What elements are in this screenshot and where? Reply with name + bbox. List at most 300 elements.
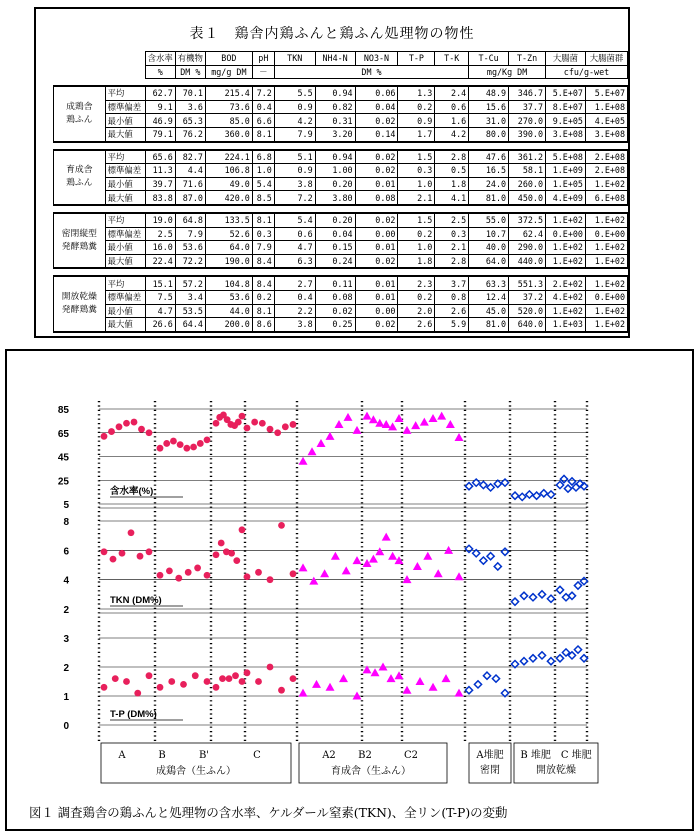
value-cell: 1.0: [398, 241, 435, 255]
value-cell: 70.1: [175, 86, 205, 100]
value-cell: 2.6: [398, 318, 435, 332]
value-cell: 2.E+08: [585, 164, 627, 178]
data-point: [339, 674, 348, 682]
value-cell: 4.E+05: [585, 114, 627, 128]
data-point: [204, 436, 211, 443]
value-cell: 80.0: [469, 127, 509, 141]
table-row: [54, 114, 628, 128]
data-point: [434, 569, 443, 577]
data-point: [112, 675, 119, 682]
value-cell: 0.06: [355, 86, 398, 100]
data-point: [455, 572, 464, 580]
data-point: [278, 687, 285, 694]
value-cell: 7.2: [252, 86, 274, 100]
data-point: [255, 569, 262, 576]
stat-label: 標準偏差: [105, 290, 145, 304]
data-point: [387, 674, 396, 682]
value-cell: 1.5: [398, 150, 435, 164]
x-group-box-compost-bc: [514, 743, 598, 783]
value-cell: 2.7: [274, 276, 315, 290]
value-cell: 0.24: [315, 254, 355, 268]
value-cell: 53.5: [175, 304, 205, 318]
data-point: [197, 440, 204, 447]
group-label-line: 発酵鶏糞: [61, 305, 97, 315]
data-point: [235, 419, 242, 426]
stat-label: 平均: [105, 150, 145, 164]
data-point: [480, 481, 487, 488]
unit-header: mg/Kg DM: [469, 65, 546, 79]
data-point: [282, 423, 289, 430]
unit-header: mg/g DM: [205, 65, 252, 79]
value-cell: 190.0: [205, 254, 252, 268]
value-cell: 7.2: [274, 191, 315, 205]
data-point: [163, 440, 170, 447]
column-header: BOD: [205, 52, 252, 66]
value-cell: 65.3: [175, 114, 205, 128]
y-tick-label: 0: [63, 721, 69, 732]
data-point: [299, 689, 308, 697]
value-cell: 3.8: [274, 177, 315, 191]
table-row: [54, 304, 628, 318]
data-point: [455, 433, 464, 441]
data-point: [547, 595, 554, 602]
value-cell: 62.7: [145, 86, 175, 100]
value-cell: 3.7: [435, 276, 469, 290]
value-cell: 1.E+02: [546, 304, 586, 318]
value-cell: 9.E+05: [546, 114, 586, 128]
value-cell: 260.0: [509, 177, 546, 191]
value-cell: 0.01: [355, 276, 398, 290]
value-cell: 2.0: [398, 304, 435, 318]
unit-header: %: [145, 65, 175, 79]
stat-label: 最小値: [105, 177, 145, 191]
data-point: [501, 690, 508, 697]
data-point: [511, 598, 518, 605]
value-cell: 0.4: [252, 100, 274, 114]
column-header: NO3-N: [355, 52, 398, 66]
data-point: [175, 575, 182, 582]
value-cell: 0.9: [398, 114, 435, 128]
value-cell: 47.6: [469, 150, 509, 164]
value-cell: 2.1: [398, 191, 435, 205]
data-point: [157, 445, 164, 452]
data-point: [465, 483, 472, 490]
value-cell: 7.9: [252, 241, 274, 255]
table-row: [54, 227, 628, 241]
value-cell: 0.02: [355, 318, 398, 332]
column-header: T-Cu: [469, 52, 509, 66]
data-point: [382, 420, 391, 428]
value-cell: 0.94: [315, 150, 355, 164]
value-cell: 8.5: [252, 191, 274, 205]
data-point: [192, 672, 199, 679]
value-cell: 85.0: [205, 114, 252, 128]
value-cell: 6.3: [274, 254, 315, 268]
x-category-label: C: [253, 750, 261, 761]
group-label-line: 密閉縦型: [61, 228, 97, 239]
x-category-label: B 堆肥 C 堆肥: [520, 750, 592, 761]
data-point: [317, 439, 326, 447]
data-point: [168, 678, 175, 685]
data-point: [146, 672, 153, 679]
value-cell: 2.E+08: [585, 150, 627, 164]
data-point: [403, 575, 412, 583]
value-cell: 37.2: [509, 290, 546, 304]
data-point: [259, 420, 266, 427]
value-cell: 290.0: [509, 241, 546, 255]
value-cell: 1.E+02: [546, 213, 586, 227]
value-cell: 83.8: [145, 191, 175, 205]
data-point: [511, 661, 518, 668]
data-point: [157, 684, 164, 691]
value-cell: 82.7: [175, 150, 205, 164]
value-cell: 0.04: [355, 100, 398, 114]
value-cell: 3.E+08: [546, 127, 586, 141]
data-point: [320, 569, 329, 577]
value-cell: 5.4: [252, 177, 274, 191]
value-cell: 57.2: [175, 276, 205, 290]
data-point: [213, 420, 220, 427]
data-point: [309, 577, 318, 585]
value-cell: 46.9: [145, 114, 175, 128]
value-cell: 0.2: [398, 290, 435, 304]
value-cell: 1.00: [315, 164, 355, 178]
y-tick-label: 3: [63, 634, 69, 645]
data-point: [239, 413, 246, 420]
value-cell: 1.0: [398, 177, 435, 191]
data-point: [194, 565, 201, 572]
data-point: [568, 478, 575, 485]
value-cell: 0.9: [274, 164, 315, 178]
value-cell: 37.7: [509, 100, 546, 114]
value-cell: 346.7: [509, 86, 546, 100]
table-row: [54, 191, 628, 205]
y-tick-label: 25: [57, 476, 69, 488]
value-cell: 4.1: [435, 191, 469, 205]
data-point: [560, 475, 567, 482]
value-cell: 26.6: [145, 318, 175, 332]
value-cell: 87.0: [175, 191, 205, 205]
data-point: [429, 683, 438, 691]
value-cell: 0.2: [398, 100, 435, 114]
data-point: [146, 548, 153, 555]
value-cell: 64.8: [175, 213, 205, 227]
value-cell: 520.0: [509, 304, 546, 318]
value-cell: 1.E+05: [546, 177, 586, 191]
figure-panel: [5, 349, 694, 831]
value-cell: 5.E+08: [546, 150, 586, 164]
data-point: [166, 567, 173, 574]
x-group-label: 育成舎（生ふん）: [331, 766, 411, 777]
value-cell: 1.8: [435, 177, 469, 191]
data-point: [213, 551, 220, 558]
value-cell: 63.3: [469, 276, 509, 290]
stat-label: 最大値: [105, 127, 145, 141]
data-point: [538, 591, 545, 598]
value-cell: 0.11: [315, 276, 355, 290]
value-cell: 2.3: [398, 276, 435, 290]
value-cell: 53.6: [175, 241, 205, 255]
value-cell: 1.5: [398, 213, 435, 227]
value-cell: 2.4: [435, 86, 469, 100]
data-point: [403, 686, 412, 694]
value-cell: 6.8: [252, 150, 274, 164]
value-cell: 16.0: [145, 241, 175, 255]
value-cell: 1.E+02: [585, 276, 627, 290]
group-label-line: 育成舎: [66, 165, 93, 176]
x-group-box-compost-a: [469, 743, 511, 783]
data-point: [520, 592, 527, 599]
data-point: [335, 420, 344, 428]
data-point: [444, 546, 453, 554]
value-cell: 0.08: [315, 290, 355, 304]
table-row: [54, 164, 628, 178]
value-cell: 0.02: [355, 213, 398, 227]
value-cell: 7.9: [175, 227, 205, 241]
table-row: [54, 213, 628, 227]
column-header: pH: [252, 52, 274, 66]
y-tick-label: 45: [57, 452, 69, 464]
y-tick-label: 5: [63, 500, 69, 511]
data-point: [226, 675, 233, 682]
data-point: [146, 429, 153, 436]
column-header: T-K: [435, 52, 469, 66]
value-cell: 3.E+08: [585, 127, 627, 141]
value-cell: 0.15: [315, 241, 355, 255]
table-row: [54, 177, 628, 191]
x-category-label: C2: [403, 750, 419, 761]
data-point: [442, 674, 451, 682]
panel-label: 含水率(%): [110, 486, 154, 497]
column-header: T-Zn: [509, 52, 546, 66]
value-cell: 12.4: [469, 290, 509, 304]
value-cell: 1.E+02: [546, 241, 586, 255]
value-cell: 0.4: [274, 290, 315, 304]
data-point: [455, 689, 464, 697]
value-cell: 5.E+07: [546, 86, 586, 100]
value-cell: 15.1: [145, 276, 175, 290]
data-point: [371, 668, 380, 676]
data-point: [108, 428, 115, 435]
data-point: [131, 419, 138, 426]
data-point: [308, 447, 317, 455]
data-point: [123, 420, 130, 427]
data-point: [480, 557, 487, 564]
data-point: [416, 677, 425, 685]
value-cell: 0.02: [355, 150, 398, 164]
data-point: [290, 570, 297, 577]
value-cell: 44.0: [205, 304, 252, 318]
data-point: [363, 412, 372, 420]
x-group-label: 密閉: [480, 765, 500, 776]
data-point: [239, 678, 246, 685]
table-row: [54, 276, 628, 290]
value-cell: 64.0: [469, 254, 509, 268]
value-cell: 0.01: [355, 290, 398, 304]
value-cell: 440.0: [509, 254, 546, 268]
value-cell: 200.0: [205, 318, 252, 332]
group-label: [54, 276, 106, 331]
data-point: [547, 491, 554, 498]
data-point: [274, 429, 281, 436]
data-point: [244, 573, 251, 580]
data-point: [101, 684, 108, 691]
value-cell: 3.6: [175, 100, 205, 114]
value-cell: 0.E+00: [546, 227, 586, 241]
unit-header: －: [252, 65, 274, 79]
value-cell: 1.E+08: [585, 100, 627, 114]
data-point: [177, 441, 184, 448]
data-point: [299, 457, 308, 465]
y-tick-label: 2: [63, 663, 69, 674]
x-category-label: A2: [322, 750, 336, 761]
value-cell: 2.5: [145, 227, 175, 241]
data-point: [290, 675, 297, 682]
group-label-line: 鶏ふん: [66, 178, 93, 189]
value-cell: 1.0: [252, 164, 274, 178]
value-cell: 0.20: [315, 213, 355, 227]
data-point: [299, 563, 308, 571]
stat-label: 最大値: [105, 318, 145, 332]
data-point: [204, 572, 211, 579]
column-header: 大腸菌: [546, 52, 586, 66]
value-cell: 0.00: [355, 304, 398, 318]
value-cell: 133.5: [205, 213, 252, 227]
column-header: NH4-N: [315, 52, 355, 66]
x-group-box-seikei: [101, 743, 291, 783]
value-cell: 4.7: [274, 241, 315, 255]
value-cell: 1.7: [398, 127, 435, 141]
value-cell: 8.4: [252, 276, 274, 290]
value-cell: 52.6: [205, 227, 252, 241]
stat-label: 標準偏差: [105, 227, 145, 241]
value-cell: 81.0: [469, 318, 509, 332]
data-point: [363, 665, 372, 673]
table-row: [54, 100, 628, 114]
table-panel: [34, 7, 630, 338]
data-point: [379, 663, 388, 671]
value-cell: 8.6: [252, 318, 274, 332]
value-cell: 5.1: [274, 150, 315, 164]
y-tick-label: 8: [63, 517, 69, 528]
value-cell: 4.2: [274, 114, 315, 128]
value-cell: 0.02: [355, 254, 398, 268]
value-cell: 24.0: [469, 177, 509, 191]
data-point: [137, 553, 144, 560]
data-point: [574, 646, 581, 653]
data-point: [218, 540, 225, 547]
data-point: [574, 582, 581, 589]
data-point: [267, 664, 274, 671]
data-point: [556, 655, 563, 662]
data-point: [437, 412, 446, 420]
data-point: [244, 425, 251, 432]
value-cell: 0.02: [355, 164, 398, 178]
data-point: [564, 485, 571, 492]
value-cell: 8.4: [252, 254, 274, 268]
value-cell: 420.0: [205, 191, 252, 205]
value-cell: 0.5: [435, 164, 469, 178]
group-label-line: 発酵鶏糞: [61, 241, 97, 252]
data-point: [519, 493, 526, 500]
value-cell: 2.8: [435, 254, 469, 268]
y-tick-label: 65: [57, 428, 69, 440]
value-cell: 0.6: [274, 227, 315, 241]
value-cell: 0.04: [315, 227, 355, 241]
column-header: 含水率: [145, 52, 175, 66]
value-cell: 11.3: [145, 164, 175, 178]
data-point: [429, 414, 438, 422]
value-cell: 19.0: [145, 213, 175, 227]
y-tick-label: 6: [63, 546, 69, 558]
value-cell: 1.E+02: [585, 304, 627, 318]
value-cell: 6.6: [252, 114, 274, 128]
column-header: 大腸菌群: [585, 52, 627, 66]
data-point: [183, 445, 190, 452]
x-category-label: B2: [358, 750, 372, 761]
table-row: [54, 86, 628, 100]
value-cell: 0.8: [435, 290, 469, 304]
data-point: [110, 556, 117, 563]
data-point: [342, 566, 351, 574]
stat-label: 平均: [105, 86, 145, 100]
value-cell: 0.02: [315, 304, 355, 318]
value-cell: 270.0: [509, 114, 546, 128]
value-cell: 64.0: [205, 241, 252, 255]
value-cell: 0.20: [315, 177, 355, 191]
data-point: [157, 572, 164, 579]
value-cell: 2.2: [274, 304, 315, 318]
value-cell: 64.4: [175, 318, 205, 332]
table-row: [54, 254, 628, 268]
value-cell: 1.E+02: [585, 177, 627, 191]
value-cell: 9.1: [145, 100, 175, 114]
data-point: [487, 484, 494, 491]
data-point: [411, 421, 420, 429]
value-cell: 215.4: [205, 86, 252, 100]
value-cell: 372.5: [509, 213, 546, 227]
data-point: [529, 655, 536, 662]
panel-label: T-P (DM%): [110, 709, 157, 720]
data-point: [204, 678, 211, 685]
stat-label: 標準偏差: [105, 100, 145, 114]
data-point: [116, 423, 123, 430]
value-cell: 58.1: [509, 164, 546, 178]
data-point: [474, 681, 481, 688]
value-cell: 8.1: [252, 127, 274, 141]
value-cell: 0.3: [398, 164, 435, 178]
data-point: [511, 492, 518, 499]
value-cell: 1.3: [398, 86, 435, 100]
value-cell: 65.6: [145, 150, 175, 164]
data-point: [239, 526, 246, 533]
x-category-label: A堆肥: [476, 750, 504, 761]
data-point: [538, 652, 545, 659]
value-cell: 1.E+03: [546, 318, 586, 332]
group-label-line: 鶏ふん: [66, 114, 93, 125]
value-cell: 22.4: [145, 254, 175, 268]
data-point: [138, 426, 145, 433]
value-cell: 0.E+00: [585, 227, 627, 241]
y-tick-label: 1: [63, 692, 69, 703]
data-point: [494, 563, 501, 570]
value-cell: 0.6: [435, 100, 469, 114]
value-cell: 3.80: [315, 191, 355, 205]
data-point: [375, 547, 384, 555]
column-header: TKN: [274, 52, 315, 66]
value-cell: 62.4: [509, 227, 546, 241]
value-cell: 7.9: [274, 127, 315, 141]
